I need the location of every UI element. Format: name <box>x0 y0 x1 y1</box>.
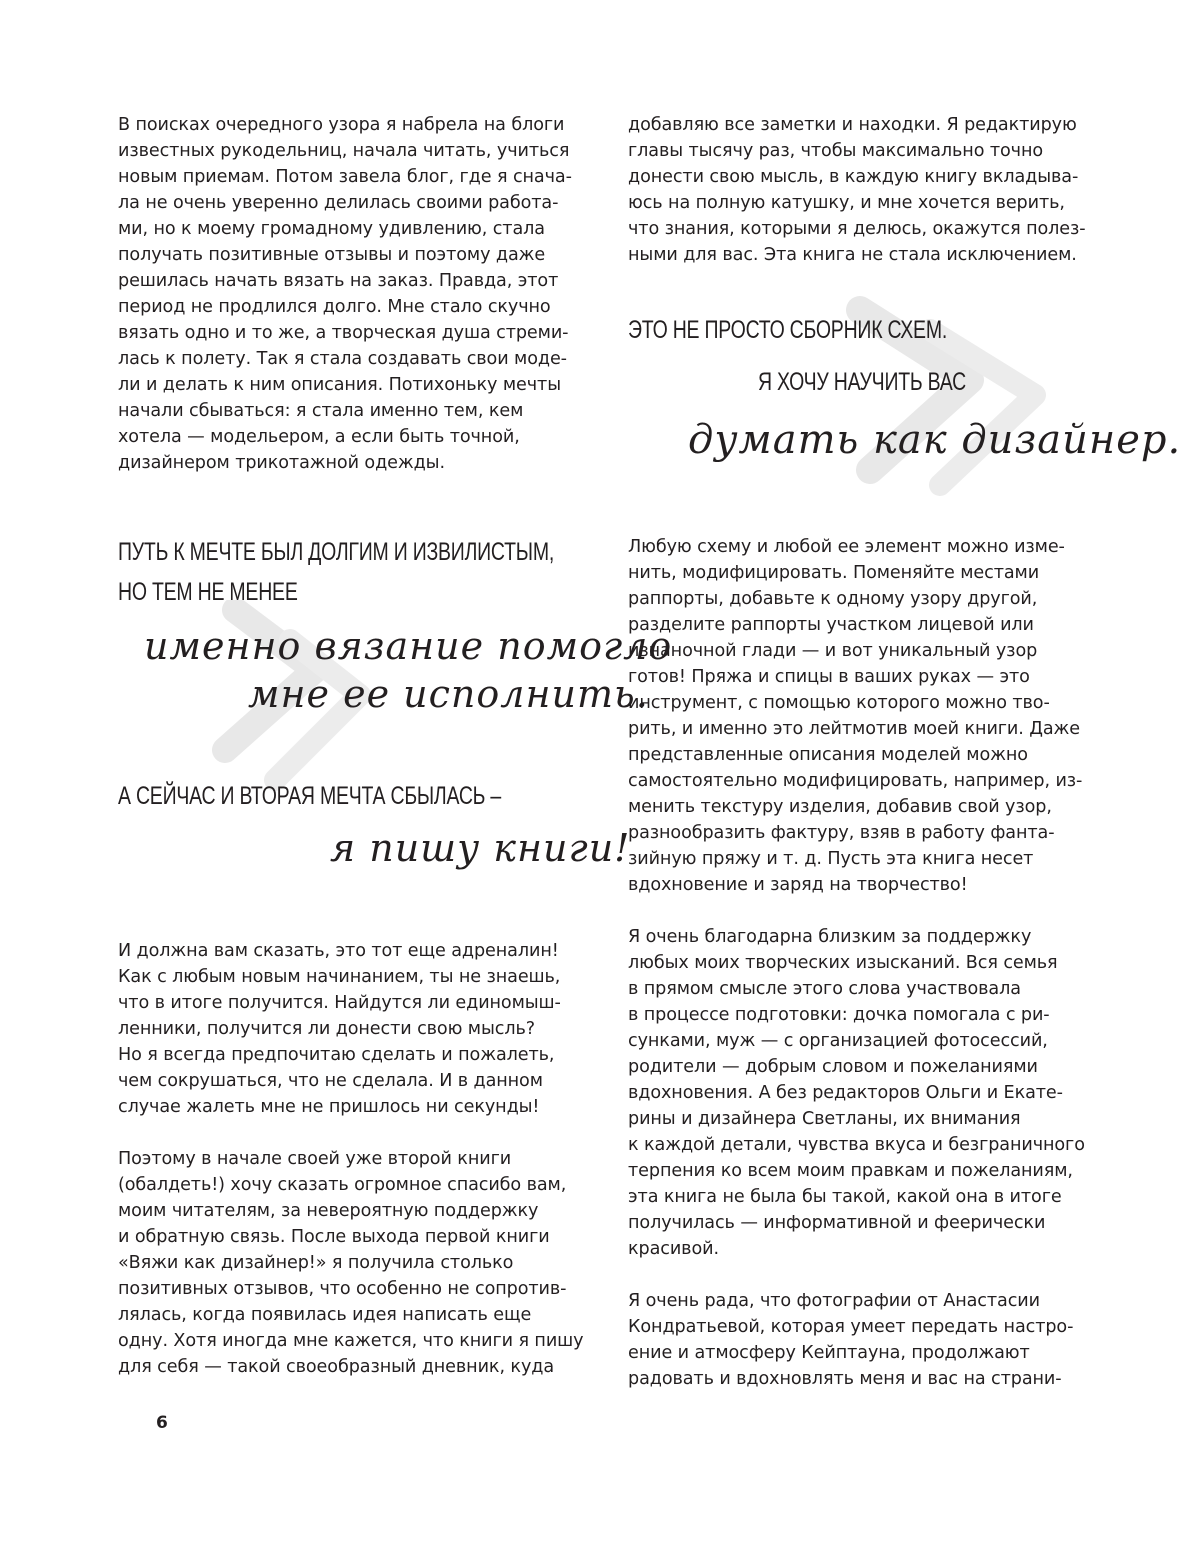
right-script-1: думать как дизайнер. <box>688 417 1182 463</box>
right-paragraph-1: добавляю все заметки и находки. Я редактирую главы тысячу раз, чтобы максимально точно донести свою мысль, в каждую книгу вкладыва- юсь на полную катушку, и мне хочется верить, что знания, которыми я делюсь, окажутся полез- ными для вас. Эта книга не стала исключением. <box>628 115 1086 265</box>
left-script-quote-1 <box>118 622 673 726</box>
left-script-1-line-2: мне ее исполнить. <box>248 672 649 716</box>
left-heading-1 <box>118 532 598 612</box>
left-script-2: я пишу книги! <box>330 826 631 870</box>
left-paragraph-2: И должна вам сказать, это тот еще адреналин! Как с любым новым начинанием, ты не знаешь, что в итоге получится. Найдутся ли единомыш- ленники, получится ли донести свою мысль? Но я всегда предпочитаю сделать и пожалеть, чем сокрушаться, что не сделала. И в данном случае жалеть мне не пришлось ни секунды! <box>118 941 561 1117</box>
page-number: 6 <box>156 1413 168 1433</box>
right-paragraph-3: Я очень благодарна близким за поддержку любых моих творческих изысканий. Вся семья в прямом смысле этого слова участвовала в процессе подготовки: дочка помогала с ри- сунками, муж — с организацией фотосессий, родители — добрым словом и пожеланиями вдохновения. А без редакторов Ольги и Екате- рины и дизайнера Светланы, их внимания к каждой детали, чувства вкуса и безграничного терпения ко всем моим правкам и пожеланиям, эта книга не была бы такой, какой она в итоге получилась — информативной и феерически красивой. <box>628 927 1085 1259</box>
left-script-1-line-1: именно вязание помогло <box>144 624 673 668</box>
right-column <box>628 112 1182 1392</box>
left-column <box>118 112 673 1380</box>
left-paragraph-3: Поэтому в начале своей уже второй книги (обалдеть!) хочу сказать огромное спасибо вам, моим читателям, за невероятную поддержку и обратную связь. После выхода первой книги «Вяжи как дизайнер!» я получила столько позитивных отзывов, что особенно не сопротив- лялась, когда появилась идея написать еще одну. Хотя иногда мне кажется, что книги я пишу для себя — такой своеобразный дневник, куда <box>118 1149 584 1377</box>
left-paragraph-1: В поисках очередного узора я набрела на блоги известных рукодельниц, начала читать, учиться новым приемам. Потом завела блог, где я снача- ла не очень уверенно делилась своими работа- ми, но к моему громадному удивлению, стала получать позитивные отзывы и поэтому даже решилась начать вязать на заказ. Правда, этот период не продлился долго. Мне стало скучно вязать одно и то же, а творческая душа стреми- лась к полету. Так я стала создавать свои моде- ли и делать к ним описания. Потихоньку мечты начали сбываться: я стала именно тем, кем хотела — модельером, а если быть точной, дизайнером трикотажной одежды. <box>118 115 572 473</box>
right-heading-2: Я ХОЧУ НАУЧИТЬ ВАС <box>758 368 966 396</box>
right-paragraph-4: Я очень рада, что фотографии от Анастасии Кондратьевой, которая умеет передать настро- ение и атмосферу Кейптауна, продолжают радовать и вдохновлять меня и вас на страни- <box>628 1291 1074 1389</box>
right-script-quote <box>628 414 1182 478</box>
left-script-quote-2 <box>118 824 631 876</box>
left-heading-2: А СЕЙЧАС И ВТОРАЯ МЕЧТА СБЫЛАСЬ – <box>118 782 502 810</box>
right-paragraph-2: Любую схему и любой ее элемент можно изме- нить, модифицировать. Поменяйте местами раппорты, добавьте к одному узору другой, разделите раппорты участком лицевой или изнаночной глади — и вот уникальный узор готов! Пряжа и спицы в ваших руках — это инструмент, с помощью которого можно тво- рить, и именно это лейтмотив моей книги. Даже представленные описания моделей можно самостоятельно модифицировать, например, из- менить текстуру изделия, добавив свой узор, разнообразить фактуру, взяв в работу фанта- зийную пряжу и т. д. Пусть эта книга несет вдохновение и заряд на творчество! <box>628 537 1083 895</box>
left-heading-1-line-2: НО ТЕМ НЕ МЕНЕЕ <box>118 578 298 606</box>
left-heading-1-line-1: ПУТЬ К МЕЧТЕ БЫЛ ДОЛГИМ И ИЗВИЛИСТЫМ, <box>118 538 555 566</box>
right-heading-1: ЭТО НЕ ПРОСТО СБОРНИК СХЕМ. <box>628 316 948 344</box>
